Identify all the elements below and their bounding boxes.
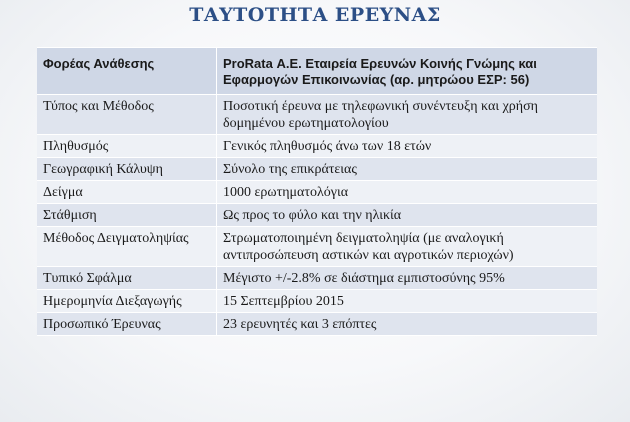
row-label: Στάθμιση xyxy=(37,204,217,227)
row-label: Τύπος και Μέθοδος xyxy=(37,95,217,135)
page-title: ΤΑΥΤΟΤΗΤΑ ΕΡΕΥΝΑΣ xyxy=(189,4,441,26)
table-row xyxy=(37,204,597,227)
table-row xyxy=(37,227,597,267)
table-row xyxy=(37,135,597,158)
survey-identity-table xyxy=(37,47,597,336)
row-value: 1000 ερωτηματολόγια xyxy=(217,181,598,204)
row-label: Τυπικό Σφάλμα xyxy=(37,267,217,290)
row-value: Ως προς το φύλο και την ηλικία xyxy=(217,204,598,227)
row-label: Γεωγραφική Κάλυψη xyxy=(37,158,217,181)
header-value: ProRata Α.Ε. Εταιρεία Ερευνών Κοινής Γνώμης και Εφαρμογών Επικοινωνίας (αρ. μητρώου ΕΣΡ: 56) xyxy=(217,48,598,95)
table-row xyxy=(37,158,597,181)
row-value: Στρωματοποιημένη δειγματοληψία (με αναλογική αντιπροσώπευση αστικών και αγροτικών περιοχών) xyxy=(217,227,598,267)
row-label: Μέθοδος Δειγματοληψίας xyxy=(37,227,217,267)
row-value: Ποσοτική έρευνα με τηλεφωνική συνέντευξη και χρήση δομημένου ερωτηματολογίου xyxy=(217,95,598,135)
row-value: Γενικός πληθυσμός άνω των 18 ετών xyxy=(217,135,598,158)
table-row xyxy=(37,95,597,135)
table-header-row xyxy=(37,48,597,95)
row-value: 23 ερευνητές και 3 επόπτες xyxy=(217,313,598,336)
row-label: Δείγμα xyxy=(37,181,217,204)
row-value: Μέγιστο +/-2.8% σε διάστημα εμπιστοσύνης 95% xyxy=(217,267,598,290)
table-row xyxy=(37,313,597,336)
table-row xyxy=(37,267,597,290)
row-label: Προσωπικό Έρευνας xyxy=(37,313,217,336)
row-value: Σύνολο της επικράτειας xyxy=(217,158,598,181)
header-label: Φορέας Ανάθεσης xyxy=(37,48,217,95)
table-row xyxy=(37,290,597,313)
row-value: 15 Σεπτεμβρίου 2015 xyxy=(217,290,598,313)
row-label: Ημερομηνία Διεξαγωγής xyxy=(37,290,217,313)
row-label: Πληθυσμός xyxy=(37,135,217,158)
table-row xyxy=(37,181,597,204)
